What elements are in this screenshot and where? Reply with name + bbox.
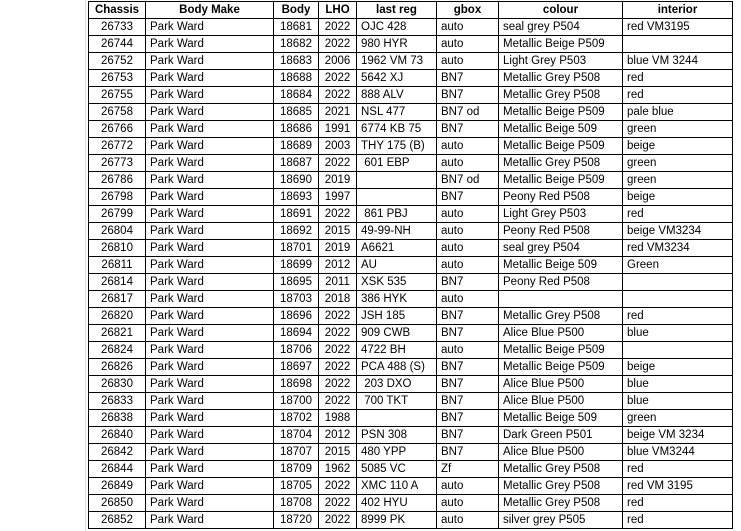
- cell-body-make: Park Ward: [146, 478, 274, 495]
- cell-chassis: 26844: [89, 461, 146, 478]
- cell-last-reg: 601 EBP: [357, 155, 437, 172]
- cell-body: 18709: [274, 461, 319, 478]
- cell-interior: red: [623, 206, 733, 223]
- cell-colour: Metallic Grey P508: [499, 495, 623, 512]
- cell-interior: blue VM 3244: [623, 53, 733, 70]
- cell-chassis: 26786: [89, 172, 146, 189]
- cell-lho: 2015: [319, 444, 357, 461]
- cell-interior: green: [623, 155, 733, 172]
- cell-gbox: auto: [437, 53, 499, 70]
- page-margin-line: [85, 0, 86, 531]
- cell-gbox: BN7: [437, 444, 499, 461]
- cell-lho: 2019: [319, 240, 357, 257]
- cell-last-reg: 203 DXO: [357, 376, 437, 393]
- cell-interior: red VM 3195: [623, 478, 733, 495]
- cell-lho: 1962: [319, 461, 357, 478]
- cell-body-make: Park Ward: [146, 223, 274, 240]
- cell-body-make: Park Ward: [146, 308, 274, 325]
- cell-gbox: BN7: [437, 308, 499, 325]
- cell-body: 18682: [274, 36, 319, 53]
- cell-body-make: Park Ward: [146, 291, 274, 308]
- cell-body-make: Park Ward: [146, 427, 274, 444]
- table-row: [89, 53, 733, 70]
- cell-chassis: 26849: [89, 478, 146, 495]
- table-row: [89, 308, 733, 325]
- cell-last-reg: [357, 410, 437, 427]
- cell-body: 18705: [274, 478, 319, 495]
- cell-lho: 2022: [319, 325, 357, 342]
- cell-lho: 1991: [319, 121, 357, 138]
- cell-interior: green: [623, 410, 733, 427]
- cell-body-make: Park Ward: [146, 257, 274, 274]
- cell-colour: Metallic Beige 509: [499, 410, 623, 427]
- cell-interior: blue: [623, 325, 733, 342]
- cell-gbox: auto: [437, 206, 499, 223]
- cell-lho: 2022: [319, 495, 357, 512]
- cell-body-make: Park Ward: [146, 172, 274, 189]
- cell-chassis: 26766: [89, 121, 146, 138]
- cell-colour: silver grey P505: [499, 512, 623, 529]
- cell-interior: [623, 291, 733, 308]
- cell-body-make: Park Ward: [146, 189, 274, 206]
- cell-lho: 2022: [319, 376, 357, 393]
- cell-colour: Alice Blue P500: [499, 325, 623, 342]
- cell-colour: Alice Blue P500: [499, 444, 623, 461]
- cell-last-reg: 888 ALV: [357, 87, 437, 104]
- cell-body: 18683: [274, 53, 319, 70]
- cell-chassis: 26852: [89, 512, 146, 529]
- cell-chassis: 26744: [89, 36, 146, 53]
- cell-last-reg: 480 YPP: [357, 444, 437, 461]
- cell-colour: Metallic Grey P508: [499, 478, 623, 495]
- cell-body: 18703: [274, 291, 319, 308]
- cell-lho: 2022: [319, 70, 357, 87]
- header-lho: LHO: [319, 2, 357, 19]
- cell-chassis: 26798: [89, 189, 146, 206]
- cell-last-reg: [357, 172, 437, 189]
- cell-lho: 2022: [319, 19, 357, 36]
- cell-body: 18706: [274, 342, 319, 359]
- cell-gbox: auto: [437, 495, 499, 512]
- cell-colour: Alice Blue P500: [499, 376, 623, 393]
- cell-interior: red: [623, 512, 733, 529]
- cell-chassis: 26824: [89, 342, 146, 359]
- cell-last-reg: 5642 XJ: [357, 70, 437, 87]
- cell-last-reg: 909 CWB: [357, 325, 437, 342]
- cell-interior: [623, 274, 733, 291]
- cell-colour: Metallic Grey P508: [499, 308, 623, 325]
- cell-chassis: 26773: [89, 155, 146, 172]
- cell-gbox: BN7: [437, 87, 499, 104]
- cell-body: 18684: [274, 87, 319, 104]
- cell-colour: Peony Red P508: [499, 223, 623, 240]
- cell-gbox: auto: [437, 342, 499, 359]
- cell-body-make: Park Ward: [146, 206, 274, 223]
- cell-colour: Metallic Beige P509: [499, 172, 623, 189]
- cell-last-reg: A6621: [357, 240, 437, 257]
- cell-lho: 2006: [319, 53, 357, 70]
- cell-last-reg: XMC 110 A: [357, 478, 437, 495]
- cell-last-reg: 4722 BH: [357, 342, 437, 359]
- cell-last-reg: XSK 535: [357, 274, 437, 291]
- cell-chassis: 26811: [89, 257, 146, 274]
- cell-chassis: 26833: [89, 393, 146, 410]
- cell-chassis: 26842: [89, 444, 146, 461]
- cell-colour: Metallic Beige 509: [499, 121, 623, 138]
- cell-chassis: 26821: [89, 325, 146, 342]
- cell-body-make: Park Ward: [146, 376, 274, 393]
- cell-interior: red VM3195: [623, 19, 733, 36]
- cell-body: 18707: [274, 444, 319, 461]
- cell-chassis: 26850: [89, 495, 146, 512]
- cell-last-reg: 386 HYK: [357, 291, 437, 308]
- cell-gbox: BN7 od: [437, 172, 499, 189]
- cell-body-make: Park Ward: [146, 274, 274, 291]
- table-row: [89, 70, 733, 87]
- cell-interior: pale blue: [623, 104, 733, 121]
- cell-body-make: Park Ward: [146, 138, 274, 155]
- cell-last-reg: PSN 308: [357, 427, 437, 444]
- cell-body-make: Park Ward: [146, 512, 274, 529]
- cell-body: 18702: [274, 410, 319, 427]
- table-row: [89, 172, 733, 189]
- cell-body-make: Park Ward: [146, 53, 274, 70]
- table-row: [89, 206, 733, 223]
- cell-last-reg: 5085 VC: [357, 461, 437, 478]
- table-row: [89, 427, 733, 444]
- cell-body-make: Park Ward: [146, 36, 274, 53]
- header-row: [89, 2, 733, 19]
- cell-body-make: Park Ward: [146, 444, 274, 461]
- cell-gbox: BN7: [437, 274, 499, 291]
- cell-lho: 2022: [319, 36, 357, 53]
- cell-gbox: BN7: [437, 121, 499, 138]
- cell-chassis: 26820: [89, 308, 146, 325]
- cell-interior: green: [623, 121, 733, 138]
- cell-chassis: 26840: [89, 427, 146, 444]
- cell-body: 18698: [274, 376, 319, 393]
- cell-colour: Metallic Grey P508: [499, 461, 623, 478]
- cell-colour: Metallic Beige P509: [499, 138, 623, 155]
- cell-body: 18689: [274, 138, 319, 155]
- cell-lho: 2022: [319, 342, 357, 359]
- table-row: [89, 410, 733, 427]
- cell-body-make: Park Ward: [146, 461, 274, 478]
- cell-chassis: 26733: [89, 19, 146, 36]
- cell-body: 18700: [274, 393, 319, 410]
- cell-gbox: BN7: [437, 393, 499, 410]
- cell-gbox: auto: [437, 223, 499, 240]
- cell-last-reg: 1962 VM 73: [357, 53, 437, 70]
- header-body-make: Body Make: [146, 2, 274, 19]
- table-row: [89, 495, 733, 512]
- cell-colour: Metallic Beige P509: [499, 342, 623, 359]
- cell-interior: beige VM3234: [623, 223, 733, 240]
- cell-interior: [623, 342, 733, 359]
- cell-last-reg: NSL 477: [357, 104, 437, 121]
- table-row: [89, 189, 733, 206]
- cell-colour: Light Grey P503: [499, 206, 623, 223]
- cell-interior: green: [623, 172, 733, 189]
- cell-body-make: Park Ward: [146, 121, 274, 138]
- cell-gbox: BN7 od: [437, 104, 499, 121]
- cell-chassis: 26817: [89, 291, 146, 308]
- chassis-register-table: [88, 1, 733, 529]
- cell-body-make: Park Ward: [146, 342, 274, 359]
- cell-body: 18691: [274, 206, 319, 223]
- cell-last-reg: 980 HYR: [357, 36, 437, 53]
- cell-body: 18694: [274, 325, 319, 342]
- cell-body-make: Park Ward: [146, 104, 274, 121]
- cell-gbox: BN7: [437, 359, 499, 376]
- table-row: [89, 19, 733, 36]
- cell-lho: 2022: [319, 87, 357, 104]
- cell-last-reg: OJC 428: [357, 19, 437, 36]
- cell-chassis: 26758: [89, 104, 146, 121]
- cell-chassis: 26814: [89, 274, 146, 291]
- cell-lho: 2022: [319, 206, 357, 223]
- cell-body: 18687: [274, 155, 319, 172]
- cell-gbox: auto: [437, 291, 499, 308]
- cell-last-reg: [357, 189, 437, 206]
- cell-lho: 2022: [319, 393, 357, 410]
- table-row: [89, 291, 733, 308]
- cell-lho: 2003: [319, 138, 357, 155]
- cell-last-reg: 8999 PK: [357, 512, 437, 529]
- table-row: [89, 257, 733, 274]
- cell-body: 18685: [274, 104, 319, 121]
- cell-body: 18692: [274, 223, 319, 240]
- cell-body-make: Park Ward: [146, 155, 274, 172]
- cell-last-reg: 700 TKT: [357, 393, 437, 410]
- table-row: [89, 444, 733, 461]
- cell-last-reg: JSH 185: [357, 308, 437, 325]
- cell-interior: beige: [623, 138, 733, 155]
- cell-body-make: Park Ward: [146, 410, 274, 427]
- header-interior: interior: [623, 2, 733, 19]
- cell-gbox: auto: [437, 155, 499, 172]
- cell-body: 18693: [274, 189, 319, 206]
- cell-chassis: 26838: [89, 410, 146, 427]
- cell-interior: blue VM3244: [623, 444, 733, 461]
- cell-colour: Metallic Beige 509: [499, 257, 623, 274]
- header-colour: colour: [499, 2, 623, 19]
- cell-body: 18701: [274, 240, 319, 257]
- table-row: [89, 461, 733, 478]
- header-last-reg: last reg: [357, 2, 437, 19]
- cell-colour: Metallic Grey P508: [499, 155, 623, 172]
- cell-colour: seal grey P504: [499, 240, 623, 257]
- cell-body: 18697: [274, 359, 319, 376]
- cell-body: 18688: [274, 70, 319, 87]
- cell-interior: Green: [623, 257, 733, 274]
- cell-body: 18699: [274, 257, 319, 274]
- table-row: [89, 342, 733, 359]
- cell-chassis: 26804: [89, 223, 146, 240]
- cell-last-reg: PCA 488 (S): [357, 359, 437, 376]
- cell-lho: 2022: [319, 359, 357, 376]
- cell-chassis: 26830: [89, 376, 146, 393]
- cell-lho: 2012: [319, 257, 357, 274]
- table-row: [89, 325, 733, 342]
- cell-colour: Metallic Grey P508: [499, 70, 623, 87]
- cell-gbox: Zf: [437, 461, 499, 478]
- cell-body: 18681: [274, 19, 319, 36]
- cell-colour: Metallic Grey P508: [499, 87, 623, 104]
- cell-gbox: auto: [437, 36, 499, 53]
- cell-body: 18708: [274, 495, 319, 512]
- cell-gbox: BN7: [437, 376, 499, 393]
- table-row: [89, 274, 733, 291]
- header-body: Body: [274, 2, 319, 19]
- table-row: [89, 155, 733, 172]
- cell-lho: 2018: [319, 291, 357, 308]
- cell-gbox: auto: [437, 138, 499, 155]
- cell-body-make: Park Ward: [146, 359, 274, 376]
- cell-chassis: 26772: [89, 138, 146, 155]
- cell-gbox: auto: [437, 257, 499, 274]
- table-row: [89, 359, 733, 376]
- cell-gbox: BN7: [437, 189, 499, 206]
- cell-chassis: 26753: [89, 70, 146, 87]
- cell-body-make: Park Ward: [146, 19, 274, 36]
- cell-body: 18720: [274, 512, 319, 529]
- cell-interior: red: [623, 87, 733, 104]
- cell-interior: blue: [623, 393, 733, 410]
- table-row: [89, 223, 733, 240]
- header-gbox: gbox: [437, 2, 499, 19]
- cell-gbox: BN7: [437, 427, 499, 444]
- cell-lho: 2022: [319, 478, 357, 495]
- cell-body-make: Park Ward: [146, 325, 274, 342]
- cell-gbox: BN7: [437, 410, 499, 427]
- cell-body: 18704: [274, 427, 319, 444]
- table-row: [89, 36, 733, 53]
- cell-lho: 2012: [319, 427, 357, 444]
- cell-gbox: auto: [437, 240, 499, 257]
- cell-body: 18695: [274, 274, 319, 291]
- cell-last-reg: THY 175 (B): [357, 138, 437, 155]
- cell-colour: Metallic Beige P509: [499, 36, 623, 53]
- cell-interior: red: [623, 495, 733, 512]
- cell-last-reg: 861 PBJ: [357, 206, 437, 223]
- cell-body-make: Park Ward: [146, 240, 274, 257]
- cell-interior: red VM3234: [623, 240, 733, 257]
- cell-colour: Dark Green P501: [499, 427, 623, 444]
- cell-colour: Peony Red P508: [499, 274, 623, 291]
- cell-body: 18690: [274, 172, 319, 189]
- cell-body-make: Park Ward: [146, 495, 274, 512]
- cell-lho: 2015: [319, 223, 357, 240]
- table-row: [89, 104, 733, 121]
- cell-last-reg: 6774 KB 75: [357, 121, 437, 138]
- cell-chassis: 26755: [89, 87, 146, 104]
- cell-body: 18686: [274, 121, 319, 138]
- cell-last-reg: 402 HYU: [357, 495, 437, 512]
- cell-colour: Alice Blue P500: [499, 393, 623, 410]
- cell-lho: 1997: [319, 189, 357, 206]
- cell-interior: beige: [623, 359, 733, 376]
- cell-lho: 2011: [319, 274, 357, 291]
- cell-lho: 2022: [319, 512, 357, 529]
- cell-gbox: auto: [437, 512, 499, 529]
- cell-interior: beige: [623, 189, 733, 206]
- table-row: [89, 478, 733, 495]
- cell-colour: Metallic Beige P509: [499, 359, 623, 376]
- cell-chassis: 26810: [89, 240, 146, 257]
- cell-interior: red: [623, 70, 733, 87]
- table-row: [89, 393, 733, 410]
- cell-body: 18696: [274, 308, 319, 325]
- table-row: [89, 121, 733, 138]
- cell-chassis: 26752: [89, 53, 146, 70]
- cell-lho: 2021: [319, 104, 357, 121]
- cell-colour: Metallic Beige P509: [499, 104, 623, 121]
- cell-chassis: 26799: [89, 206, 146, 223]
- cell-interior: [623, 36, 733, 53]
- cell-colour: [499, 291, 623, 308]
- cell-interior: beige VM 3234: [623, 427, 733, 444]
- cell-last-reg: 49-99-NH: [357, 223, 437, 240]
- cell-body-make: Park Ward: [146, 393, 274, 410]
- cell-gbox: auto: [437, 19, 499, 36]
- cell-last-reg: AU: [357, 257, 437, 274]
- table-row: [89, 138, 733, 155]
- cell-gbox: auto: [437, 478, 499, 495]
- cell-colour: seal grey P504: [499, 19, 623, 36]
- cell-lho: 2022: [319, 155, 357, 172]
- cell-lho: 2019: [319, 172, 357, 189]
- cell-gbox: BN7: [437, 70, 499, 87]
- cell-body-make: Park Ward: [146, 87, 274, 104]
- cell-body-make: Park Ward: [146, 70, 274, 87]
- table-row: [89, 87, 733, 104]
- cell-interior: red: [623, 461, 733, 478]
- table-row: [89, 376, 733, 393]
- cell-colour: Peony Red P508: [499, 189, 623, 206]
- table-row: [89, 240, 733, 257]
- cell-gbox: BN7: [437, 325, 499, 342]
- cell-chassis: 26826: [89, 359, 146, 376]
- cell-lho: 2022: [319, 308, 357, 325]
- table-row: [89, 512, 733, 529]
- cell-lho: 1988: [319, 410, 357, 427]
- cell-interior: red: [623, 308, 733, 325]
- cell-interior: blue: [623, 376, 733, 393]
- cell-colour: Light Grey P503: [499, 53, 623, 70]
- header-chassis: Chassis: [89, 2, 146, 19]
